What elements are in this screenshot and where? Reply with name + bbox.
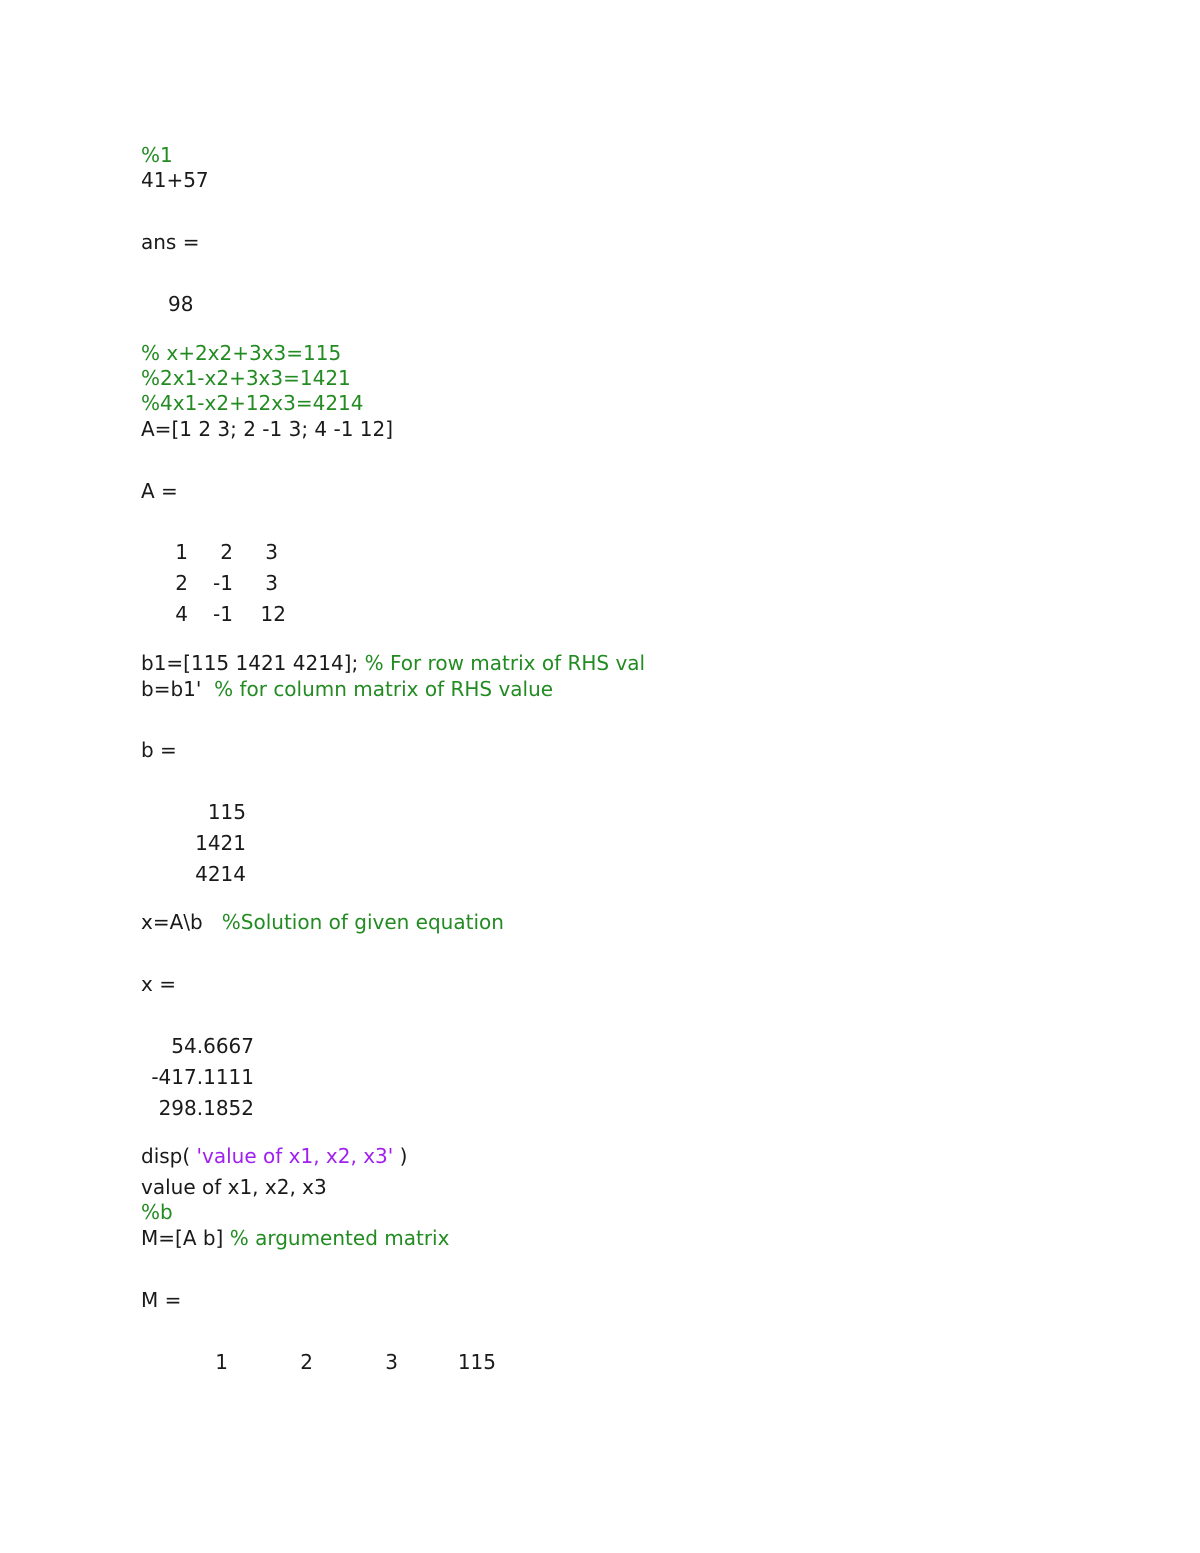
- ans-value: 98: [168, 292, 194, 316]
- matrix-label: x =: [141, 972, 176, 996]
- code-text: M=[A b]: [141, 1226, 230, 1250]
- command-line: 41+57: [141, 168, 209, 192]
- output-line: value of x1, x2, x3: [141, 1175, 327, 1199]
- matrix-cell: 1: [215, 1350, 228, 1374]
- comment-line: % x+2x2+3x3=115: [141, 341, 342, 365]
- vector-cell: -417.1111: [151, 1065, 254, 1089]
- code-text: b1=[115 1421 4214];: [141, 651, 365, 675]
- matrix-cell: -1: [213, 571, 233, 595]
- matrix-cell: 2: [300, 1350, 313, 1374]
- vector-cell: 4214: [195, 862, 246, 886]
- code-text: disp(: [141, 1144, 197, 1168]
- matrix-cell: -1: [213, 602, 233, 626]
- ans-label: ans =: [141, 230, 200, 254]
- matrix-label: b =: [141, 738, 177, 762]
- command-line: [141, 651, 645, 675]
- comment-line: %b: [141, 1200, 173, 1224]
- inline-comment: % For row matrix of RHS val: [364, 651, 646, 675]
- command-line: A=[1 2 3; 2 -1 3; 4 -1 12]: [141, 417, 394, 441]
- code-text: x=A\b: [141, 910, 222, 934]
- matrix-cell: 4: [175, 602, 188, 626]
- inline-comment: %Solution of given equation: [221, 910, 504, 934]
- inline-comment: % for column matrix of RHS value: [214, 677, 554, 701]
- matrix-label: M =: [141, 1288, 182, 1312]
- matrix-cell: 2: [175, 571, 188, 595]
- matrix-cell: 12: [260, 602, 286, 626]
- comment-line: %4x1-x2+12x3=4214: [141, 391, 364, 415]
- matrix-label: A =: [141, 479, 178, 503]
- comment-line: %2x1-x2+3x3=1421: [141, 366, 351, 390]
- matrix-cell: 3: [385, 1350, 398, 1374]
- code-text: b=b1': [141, 677, 215, 701]
- inline-comment: % argumented matrix: [229, 1226, 450, 1250]
- comment-line: %1: [141, 143, 173, 167]
- matrix-cell: 3: [265, 571, 278, 595]
- matrix-cell: 1: [175, 540, 188, 564]
- command-line: [141, 910, 504, 934]
- vector-cell: 1421: [195, 831, 246, 855]
- vector-cell: 298.1852: [158, 1096, 254, 1120]
- code-text: ): [393, 1144, 408, 1168]
- command-line: [141, 1226, 449, 1250]
- command-line: [141, 677, 553, 701]
- vector-cell: 115: [207, 800, 246, 824]
- vector-cell: 54.6667: [171, 1034, 254, 1058]
- matrix-cell: 115: [457, 1350, 496, 1374]
- string-literal: 'value of x1, x2, x3': [196, 1144, 394, 1168]
- matrix-cell: 3: [265, 540, 278, 564]
- matrix-cell: 2: [220, 540, 233, 564]
- command-line: [141, 1144, 407, 1168]
